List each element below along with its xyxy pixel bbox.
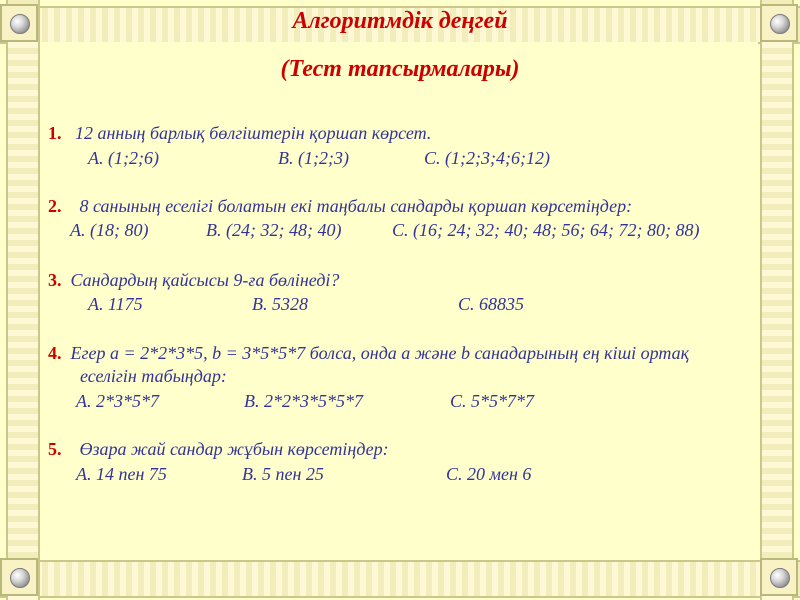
option-b: В. 5 пен 25 [242, 464, 324, 484]
option-c: С. 68835 [458, 294, 525, 314]
corner-bl [0, 558, 38, 596]
option-c: С. 20 мен 6 [446, 464, 532, 484]
question-4-continued: еселігін табыңдар: [80, 366, 227, 386]
question-1 [48, 123, 431, 144]
corner-br [760, 558, 798, 596]
option-b: В. (1;2;3) [278, 148, 349, 168]
option-b: В. 5328 [252, 294, 308, 314]
question-3 [48, 270, 339, 291]
question-text: Егер a = 2*2*3*5, b = 3*5*5*7 болса, онда a және b санадарының ең кіші ортақ [70, 343, 690, 363]
option-a: А. 2*3*5*7 [76, 391, 159, 411]
question-number: 3. [48, 270, 62, 290]
question-5 [48, 439, 389, 460]
option-c: С. 5*5*7*7 [450, 391, 535, 411]
option-a: А. (1;2;6) [88, 148, 159, 168]
frame-right [760, 0, 794, 600]
option-b: В. (24; 32; 48; 40) [206, 220, 342, 240]
question-text: Өзара жай сандар жұбын көрсетіңдер: [79, 439, 389, 459]
question-number: 5. [48, 439, 62, 459]
corner-knob-icon [10, 568, 30, 588]
question-number: 4. [48, 343, 62, 363]
question-2 [48, 196, 632, 217]
question-4 [48, 343, 689, 364]
question-text: Сандардың қайсысы 9-ға бөлінеді? [70, 270, 340, 290]
option-a: А. 1175 [88, 294, 143, 314]
question-number: 1. [48, 123, 62, 143]
question-number: 2. [48, 196, 62, 216]
corner-knob-icon [770, 568, 790, 588]
slide-subtitle: (Тест тапсырмалары) [280, 56, 520, 82]
option-c: С. (1;2;3;4;6;12) [424, 148, 550, 168]
option-a: А. (18; 80) [70, 220, 149, 240]
frame-left [6, 0, 40, 600]
question-text: 12 анның барлық бөлгіштерін қоршап көрсет. [75, 123, 432, 143]
slide-title: Алгоритмдік деңгей [292, 8, 508, 34]
option-a: А. 14 пен 75 [76, 464, 167, 484]
question-text: 8 санының еселігі болатын екі таңбалы сандарды қоршап көрсетіңдер: [79, 196, 633, 216]
frame-bottom [0, 560, 800, 598]
option-b: В. 2*2*3*5*5*7 [244, 391, 363, 411]
option-c: С. (16; 24; 32; 40; 48; 56; 64; 72; 80; 88) [392, 220, 700, 240]
